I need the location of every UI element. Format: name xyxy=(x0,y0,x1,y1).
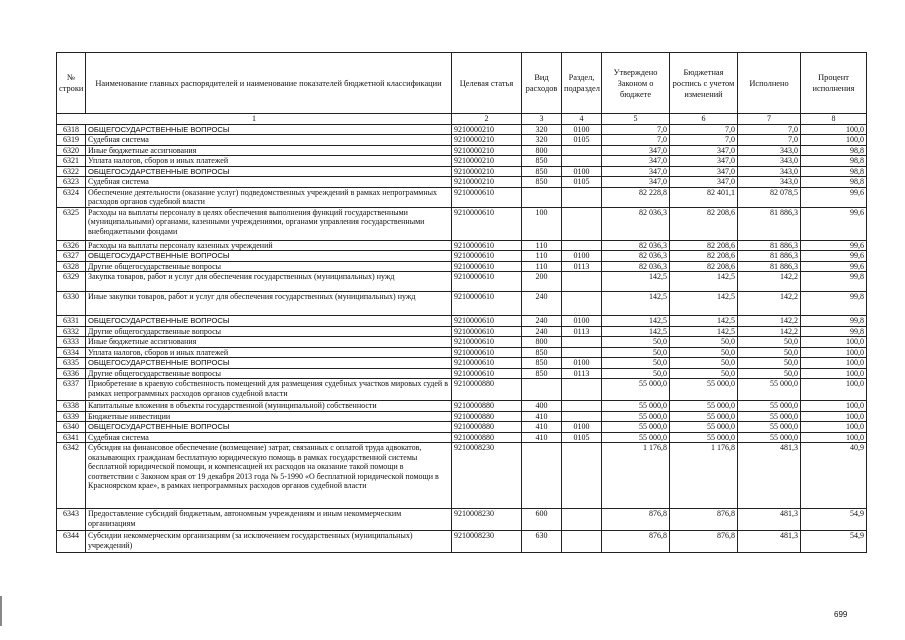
row-executed-cell: 7,0 xyxy=(738,135,801,146)
row-approved-cell: 142,5 xyxy=(602,292,670,316)
table-row xyxy=(57,292,867,316)
row-number-cell: 6328 xyxy=(57,261,86,272)
row-executed-cell: 82 078,5 xyxy=(738,187,801,207)
row-target-article-cell: 9210000210 xyxy=(452,166,522,177)
row-budget-schedule-cell: 82 208,6 xyxy=(670,240,738,251)
row-expense-kind-cell: 400 xyxy=(522,401,562,412)
table-row xyxy=(57,272,867,292)
row-expense-kind-cell: 240 xyxy=(522,316,562,327)
row-approved-cell: 55 000,0 xyxy=(602,411,670,422)
row-section-cell: 0105 xyxy=(562,135,602,146)
budget-execution-table xyxy=(56,52,867,553)
header-budget-schedule: Бюджетная роспись с учетом изменений xyxy=(670,53,738,114)
row-number-cell: 6329 xyxy=(57,272,86,292)
row-target-article-cell: 9210000610 xyxy=(452,240,522,251)
row-budget-schedule-cell: 55 000,0 xyxy=(670,401,738,412)
row-section-cell xyxy=(562,347,602,358)
row-number-cell: 6334 xyxy=(57,347,86,358)
row-percent-cell: 98,8 xyxy=(801,156,867,167)
table-row xyxy=(57,177,867,188)
row-budget-schedule-cell: 142,5 xyxy=(670,292,738,316)
row-section-cell xyxy=(562,379,602,401)
row-number-cell: 6341 xyxy=(57,432,86,443)
row-section-cell xyxy=(562,411,602,422)
table-row xyxy=(57,509,867,531)
table-row xyxy=(57,145,867,156)
row-name-cell: Субсидии некоммерческим организациям (за исключением государственных (муниципальных) учреждений) xyxy=(86,531,452,553)
row-number-cell: 6332 xyxy=(57,326,86,337)
col-number-5: 5 xyxy=(602,114,670,125)
header-percent: Процент исполнения xyxy=(801,53,867,114)
row-approved-cell: 876,8 xyxy=(602,509,670,531)
row-budget-schedule-cell: 50,0 xyxy=(670,368,738,379)
row-executed-cell: 142,2 xyxy=(738,272,801,292)
row-percent-cell: 100,0 xyxy=(801,135,867,146)
row-percent-cell: 54,9 xyxy=(801,509,867,531)
row-section-cell xyxy=(562,272,602,292)
header-target-article: Целевая статья xyxy=(452,53,522,114)
row-budget-schedule-cell: 55 000,0 xyxy=(670,379,738,401)
table-row xyxy=(57,347,867,358)
row-name-cell: ОБЩЕГОСУДАРСТВЕННЫЕ ВОПРОСЫ xyxy=(86,166,452,177)
row-name-cell: ОБЩЕГОСУДАРСТВЕННЫЕ ВОПРОСЫ xyxy=(86,422,452,433)
row-target-article-cell: 9210000610 xyxy=(452,272,522,292)
row-name-cell: ОБЩЕГОСУДАРСТВЕННЫЕ ВОПРОСЫ xyxy=(86,358,452,369)
row-expense-kind-cell: 100 xyxy=(522,207,562,240)
row-executed-cell: 55 000,0 xyxy=(738,401,801,412)
table-row xyxy=(57,443,867,509)
row-percent-cell: 99,8 xyxy=(801,316,867,327)
column-number-row xyxy=(57,114,867,125)
row-approved-cell: 347,0 xyxy=(602,166,670,177)
row-approved-cell: 347,0 xyxy=(602,145,670,156)
row-name-cell: Расходы на выплаты персоналу казенных учреждений xyxy=(86,240,452,251)
row-target-article-cell: 9210000610 xyxy=(452,326,522,337)
row-budget-schedule-cell: 82 401,1 xyxy=(670,187,738,207)
table-row xyxy=(57,187,867,207)
row-percent-cell: 100,0 xyxy=(801,124,867,135)
row-target-article-cell: 9210000210 xyxy=(452,124,522,135)
row-approved-cell: 142,5 xyxy=(602,326,670,337)
row-section-cell: 0100 xyxy=(562,358,602,369)
row-expense-kind-cell: 110 xyxy=(522,251,562,262)
row-percent-cell: 99,6 xyxy=(801,251,867,262)
row-approved-cell: 876,8 xyxy=(602,531,670,553)
row-approved-cell: 55 000,0 xyxy=(602,379,670,401)
row-expense-kind-cell: 800 xyxy=(522,145,562,156)
row-number-cell: 6325 xyxy=(57,207,86,240)
row-name-cell: Обеспечение деятельности (оказание услуг) подведомственных учреждений в рамках непрограммных расходов органов судебной власти xyxy=(86,187,452,207)
row-number-cell: 6324 xyxy=(57,187,86,207)
row-expense-kind-cell: 800 xyxy=(522,337,562,348)
row-section-cell: 0113 xyxy=(562,261,602,272)
row-approved-cell: 50,0 xyxy=(602,347,670,358)
row-section-cell xyxy=(562,509,602,531)
header-executed: Исполнено xyxy=(738,53,801,114)
header-name: Наименование главных распорядителей и наименование показателей бюджетной классификации xyxy=(86,53,452,114)
row-target-article-cell: 9210000610 xyxy=(452,207,522,240)
row-budget-schedule-cell: 347,0 xyxy=(670,177,738,188)
row-executed-cell: 50,0 xyxy=(738,368,801,379)
row-expense-kind-cell: 850 xyxy=(522,368,562,379)
table-row xyxy=(57,240,867,251)
row-expense-kind-cell: 240 xyxy=(522,326,562,337)
row-executed-cell: 142,2 xyxy=(738,316,801,327)
row-number-cell: 6326 xyxy=(57,240,86,251)
row-section-cell: 0100 xyxy=(562,316,602,327)
row-number-cell: 6344 xyxy=(57,531,86,553)
row-executed-cell: 81 886,3 xyxy=(738,207,801,240)
row-percent-cell: 100,0 xyxy=(801,379,867,401)
row-target-article-cell: 9210000210 xyxy=(452,145,522,156)
row-name-cell: ОБЩЕГОСУДАРСТВЕННЫЕ ВОПРОСЫ xyxy=(86,316,452,327)
col-number-6: 6 xyxy=(670,114,738,125)
row-section-cell: 0100 xyxy=(562,124,602,135)
row-approved-cell: 82 036,3 xyxy=(602,240,670,251)
row-section-cell: 0100 xyxy=(562,422,602,433)
row-number-cell: 6322 xyxy=(57,166,86,177)
row-executed-cell: 481,3 xyxy=(738,509,801,531)
row-target-article-cell: 9210008230 xyxy=(452,531,522,553)
row-executed-cell: 50,0 xyxy=(738,347,801,358)
row-percent-cell: 100,0 xyxy=(801,411,867,422)
row-budget-schedule-cell: 7,0 xyxy=(670,135,738,146)
row-target-article-cell: 9210000880 xyxy=(452,432,522,443)
row-percent-cell: 99,6 xyxy=(801,207,867,240)
row-approved-cell: 7,0 xyxy=(602,124,670,135)
row-percent-cell: 99,8 xyxy=(801,292,867,316)
row-executed-cell: 343,0 xyxy=(738,145,801,156)
table-row xyxy=(57,135,867,146)
table-row xyxy=(57,316,867,327)
row-target-article-cell: 9210000210 xyxy=(452,156,522,167)
row-name-cell: Иные бюджетные ассигнования xyxy=(86,145,452,156)
row-expense-kind-cell: 410 xyxy=(522,432,562,443)
col-number-1: 1 xyxy=(57,114,452,125)
row-executed-cell: 481,3 xyxy=(738,443,801,509)
row-section-cell: 0113 xyxy=(562,368,602,379)
row-executed-cell: 55 000,0 xyxy=(738,411,801,422)
row-executed-cell: 343,0 xyxy=(738,177,801,188)
row-name-cell: Судебная система xyxy=(86,177,452,188)
row-percent-cell: 98,8 xyxy=(801,177,867,188)
row-budget-schedule-cell: 142,5 xyxy=(670,326,738,337)
row-budget-schedule-cell: 50,0 xyxy=(670,337,738,348)
row-executed-cell: 50,0 xyxy=(738,358,801,369)
row-target-article-cell: 9210000210 xyxy=(452,177,522,188)
row-target-article-cell: 9210000610 xyxy=(452,251,522,262)
row-budget-schedule-cell: 55 000,0 xyxy=(670,411,738,422)
row-executed-cell: 142,2 xyxy=(738,326,801,337)
row-number-cell: 6330 xyxy=(57,292,86,316)
row-section-cell: 0100 xyxy=(562,166,602,177)
row-number-cell: 6343 xyxy=(57,509,86,531)
row-expense-kind-cell: 850 xyxy=(522,166,562,177)
row-executed-cell: 142,2 xyxy=(738,292,801,316)
row-number-cell: 6333 xyxy=(57,337,86,348)
table-row xyxy=(57,401,867,412)
col-number-4: 4 xyxy=(562,114,602,125)
table-row xyxy=(57,337,867,348)
row-approved-cell: 82 228,8 xyxy=(602,187,670,207)
row-approved-cell: 55 000,0 xyxy=(602,422,670,433)
row-target-article-cell: 9210000610 xyxy=(452,261,522,272)
row-percent-cell: 99,6 xyxy=(801,261,867,272)
row-target-article-cell: 9210000610 xyxy=(452,358,522,369)
row-budget-schedule-cell: 55 000,0 xyxy=(670,422,738,433)
row-section-cell xyxy=(562,207,602,240)
row-approved-cell: 50,0 xyxy=(602,358,670,369)
row-section-cell xyxy=(562,292,602,316)
row-percent-cell: 98,8 xyxy=(801,145,867,156)
row-percent-cell: 54,9 xyxy=(801,531,867,553)
row-number-cell: 6320 xyxy=(57,145,86,156)
row-name-cell: Капитальные вложения в объекты государственной (муниципальной) собственности xyxy=(86,401,452,412)
page-number: 699 xyxy=(834,610,848,619)
row-percent-cell: 99,6 xyxy=(801,187,867,207)
row-expense-kind-cell: 320 xyxy=(522,135,562,146)
row-section-cell: 0100 xyxy=(562,251,602,262)
table-row xyxy=(57,251,867,262)
row-expense-kind-cell: 240 xyxy=(522,292,562,316)
row-executed-cell: 481,3 xyxy=(738,531,801,553)
row-target-article-cell: 9210000880 xyxy=(452,411,522,422)
row-target-article-cell: 9210008230 xyxy=(452,509,522,531)
row-expense-kind-cell: 630 xyxy=(522,531,562,553)
row-percent-cell: 99,6 xyxy=(801,240,867,251)
row-expense-kind-cell: 200 xyxy=(522,272,562,292)
row-name-cell: Закупка товаров, работ и услуг для обеспечения государственных (муниципальных) нужд xyxy=(86,272,452,292)
row-target-article-cell: 9210000610 xyxy=(452,368,522,379)
table-row xyxy=(57,368,867,379)
row-executed-cell: 343,0 xyxy=(738,166,801,177)
table-header-row xyxy=(57,53,867,114)
row-number-cell: 6339 xyxy=(57,411,86,422)
table-row xyxy=(57,261,867,272)
table-row xyxy=(57,207,867,240)
row-budget-schedule-cell: 347,0 xyxy=(670,145,738,156)
row-executed-cell: 55 000,0 xyxy=(738,432,801,443)
table-row xyxy=(57,166,867,177)
row-section-cell: 0113 xyxy=(562,326,602,337)
table-row xyxy=(57,358,867,369)
row-approved-cell: 82 036,3 xyxy=(602,261,670,272)
row-number-cell: 6340 xyxy=(57,422,86,433)
row-name-cell: ОБЩЕГОСУДАРСТВЕННЫЕ ВОПРОСЫ xyxy=(86,124,452,135)
row-target-article-cell: 9210000880 xyxy=(452,422,522,433)
row-percent-cell: 100,0 xyxy=(801,358,867,369)
row-approved-cell: 142,5 xyxy=(602,316,670,327)
row-budget-schedule-cell: 876,8 xyxy=(670,509,738,531)
row-number-cell: 6342 xyxy=(57,443,86,509)
row-target-article-cell: 9210000880 xyxy=(452,401,522,412)
row-expense-kind-cell: 410 xyxy=(522,422,562,433)
row-expense-kind-cell: 850 xyxy=(522,358,562,369)
row-budget-schedule-cell: 50,0 xyxy=(670,347,738,358)
table-row xyxy=(57,326,867,337)
row-approved-cell: 50,0 xyxy=(602,337,670,348)
table-row xyxy=(57,156,867,167)
row-name-cell: Другие общегосударственные вопросы xyxy=(86,368,452,379)
row-executed-cell: 81 886,3 xyxy=(738,261,801,272)
row-expense-kind-cell: 110 xyxy=(522,261,562,272)
row-name-cell: Предоставление субсидий бюджетным, автономным учреждениям и иным некоммерческим организациям xyxy=(86,509,452,531)
row-number-cell: 6318 xyxy=(57,124,86,135)
row-name-cell: Иные бюджетные ассигнования xyxy=(86,337,452,348)
row-approved-cell: 50,0 xyxy=(602,368,670,379)
row-approved-cell: 82 036,3 xyxy=(602,251,670,262)
row-executed-cell: 7,0 xyxy=(738,124,801,135)
row-percent-cell: 100,0 xyxy=(801,432,867,443)
row-name-cell: Расходы на выплаты персоналу в целях обеспечения выполнения функций государственными (муниципальными) органами, казенными учреждениями, органами управления государственными внебюджетными фондами xyxy=(86,207,452,240)
table-row xyxy=(57,422,867,433)
col-number-3: 3 xyxy=(522,114,562,125)
row-percent-cell: 100,0 xyxy=(801,337,867,348)
row-target-article-cell: 9210000610 xyxy=(452,292,522,316)
row-percent-cell: 100,0 xyxy=(801,422,867,433)
row-executed-cell: 55 000,0 xyxy=(738,422,801,433)
header-section: Раздел, подраздел xyxy=(562,53,602,114)
row-target-article-cell: 9210000610 xyxy=(452,337,522,348)
row-percent-cell: 99,8 xyxy=(801,272,867,292)
row-section-cell: 0105 xyxy=(562,432,602,443)
row-expense-kind-cell: 850 xyxy=(522,347,562,358)
row-budget-schedule-cell: 876,8 xyxy=(670,531,738,553)
row-number-cell: 6319 xyxy=(57,135,86,146)
row-target-article-cell: 9210000880 xyxy=(452,379,522,401)
table-row xyxy=(57,531,867,553)
row-expense-kind-cell: 850 xyxy=(522,156,562,167)
row-name-cell: Другие общегосударственные вопросы xyxy=(86,261,452,272)
row-budget-schedule-cell: 50,0 xyxy=(670,358,738,369)
row-expense-kind-cell xyxy=(522,379,562,401)
row-percent-cell: 100,0 xyxy=(801,347,867,358)
row-name-cell: Приобретение в краевую собственность помещений для размещения судебных участков мировых судей в рамках непрограммных расходов органов судебной власти xyxy=(86,379,452,401)
row-number-cell: 6331 xyxy=(57,316,86,327)
row-name-cell: Уплата налогов, сборов и иных платежей xyxy=(86,156,452,167)
row-executed-cell: 343,0 xyxy=(738,156,801,167)
row-expense-kind-cell: 850 xyxy=(522,177,562,188)
row-approved-cell: 347,0 xyxy=(602,156,670,167)
row-name-cell: Бюджетные инвестиции xyxy=(86,411,452,422)
row-budget-schedule-cell: 142,5 xyxy=(670,316,738,327)
row-executed-cell: 81 886,3 xyxy=(738,251,801,262)
row-name-cell: ОБЩЕГОСУДАРСТВЕННЫЕ ВОПРОСЫ xyxy=(86,251,452,262)
row-approved-cell: 82 036,3 xyxy=(602,207,670,240)
row-approved-cell: 142,5 xyxy=(602,272,670,292)
row-section-cell xyxy=(562,443,602,509)
header-expense-kind: Вид расходов xyxy=(522,53,562,114)
row-number-cell: 6327 xyxy=(57,251,86,262)
row-number-cell: 6337 xyxy=(57,379,86,401)
row-section-cell xyxy=(562,187,602,207)
row-number-cell: 6321 xyxy=(57,156,86,167)
row-name-cell: Субсидия на финансовое обеспечение (возмещение) затрат, связанных с оплатой труда адвокатов, оказывающих гражданам бесплатную юридическую помощь в рамках государственной системы бесплатной юридической помощи, и компенсацией их расходов на оказание такой помощи в соответствии с Законом края от 19 декабря 2013 года № 5-1990 «О бесплатной юридической помощи в Красноярском крае», в рамках непрограммных расходов органов судебной власти xyxy=(86,443,452,509)
table-row xyxy=(57,124,867,135)
row-budget-schedule-cell: 82 208,6 xyxy=(670,251,738,262)
row-expense-kind-cell: 600 xyxy=(522,509,562,531)
row-percent-cell: 100,0 xyxy=(801,401,867,412)
row-section-cell xyxy=(562,145,602,156)
row-section-cell xyxy=(562,337,602,348)
row-budget-schedule-cell: 1 176,8 xyxy=(670,443,738,509)
row-approved-cell: 7,0 xyxy=(602,135,670,146)
header-row-number: № строки xyxy=(57,53,86,114)
row-number-cell: 6335 xyxy=(57,358,86,369)
row-target-article-cell: 9210000610 xyxy=(452,187,522,207)
row-target-article-cell: 9210000610 xyxy=(452,347,522,358)
row-budget-schedule-cell: 347,0 xyxy=(670,156,738,167)
row-budget-schedule-cell: 82 208,6 xyxy=(670,261,738,272)
row-target-article-cell: 9210000610 xyxy=(452,316,522,327)
row-number-cell: 6323 xyxy=(57,177,86,188)
row-percent-cell: 99,8 xyxy=(801,326,867,337)
row-target-article-cell: 9210008230 xyxy=(452,443,522,509)
row-budget-schedule-cell: 142,5 xyxy=(670,272,738,292)
row-executed-cell: 50,0 xyxy=(738,337,801,348)
row-name-cell: Судебная система xyxy=(86,135,452,146)
row-expense-kind-cell xyxy=(522,443,562,509)
row-expense-kind-cell: 410 xyxy=(522,411,562,422)
header-approved: Утверждено Законом о бюджете xyxy=(602,53,670,114)
row-section-cell xyxy=(562,401,602,412)
row-number-cell: 6336 xyxy=(57,368,86,379)
table-body xyxy=(57,124,867,553)
row-name-cell: Иные закупки товаров, работ и услуг для обеспечения государственных (муниципальных) нужд xyxy=(86,292,452,316)
row-approved-cell: 55 000,0 xyxy=(602,432,670,443)
row-expense-kind-cell: 110 xyxy=(522,240,562,251)
row-approved-cell: 55 000,0 xyxy=(602,401,670,412)
row-section-cell xyxy=(562,240,602,251)
col-number-7: 7 xyxy=(738,114,801,125)
row-budget-schedule-cell: 7,0 xyxy=(670,124,738,135)
row-section-cell: 0105 xyxy=(562,177,602,188)
col-number-8: 8 xyxy=(801,114,867,125)
row-budget-schedule-cell: 55 000,0 xyxy=(670,432,738,443)
scan-edge-mark xyxy=(0,596,2,626)
row-percent-cell: 100,0 xyxy=(801,368,867,379)
table-row xyxy=(57,432,867,443)
col-number-2: 2 xyxy=(452,114,522,125)
row-section-cell xyxy=(562,156,602,167)
row-target-article-cell: 9210000210 xyxy=(452,135,522,146)
row-name-cell: Судебная система xyxy=(86,432,452,443)
row-budget-schedule-cell: 82 208,6 xyxy=(670,207,738,240)
row-percent-cell: 98,8 xyxy=(801,166,867,177)
row-name-cell: Уплата налогов, сборов и иных платежей xyxy=(86,347,452,358)
row-approved-cell: 1 176,8 xyxy=(602,443,670,509)
row-budget-schedule-cell: 347,0 xyxy=(670,166,738,177)
row-section-cell xyxy=(562,531,602,553)
row-percent-cell: 40,9 xyxy=(801,443,867,509)
table-row xyxy=(57,379,867,401)
row-approved-cell: 347,0 xyxy=(602,177,670,188)
row-executed-cell: 55 000,0 xyxy=(738,379,801,401)
table-row xyxy=(57,411,867,422)
row-expense-kind-cell: 320 xyxy=(522,124,562,135)
row-number-cell: 6338 xyxy=(57,401,86,412)
row-name-cell: Другие общегосударственные вопросы xyxy=(86,326,452,337)
row-executed-cell: 81 886,3 xyxy=(738,240,801,251)
row-expense-kind-cell xyxy=(522,187,562,207)
